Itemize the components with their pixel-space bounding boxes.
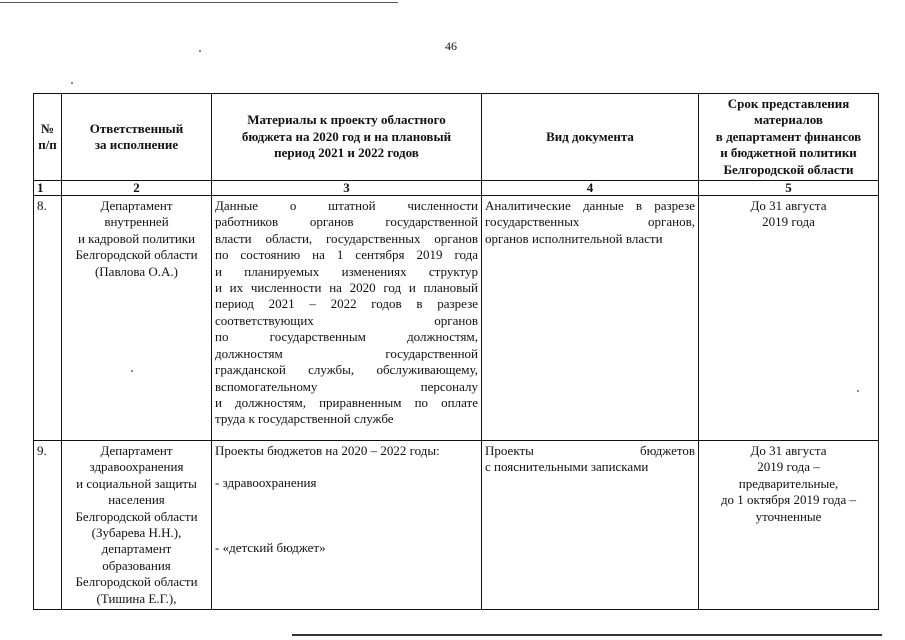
header-materials: Материалы к проекту областного бюджета на 2020 год и на плановый период 2021 и 2022 годов — [212, 94, 482, 181]
top-rule — [0, 2, 398, 3]
table-row — [34, 196, 879, 441]
spacer — [215, 524, 478, 540]
spacer — [215, 459, 478, 475]
table-row — [34, 441, 879, 610]
column-number: 5 — [699, 181, 879, 196]
scan-speck — [199, 50, 201, 52]
scan-speck — [131, 370, 133, 372]
header-number: № п/п — [34, 94, 62, 181]
header-deadline: Срок представления материалов в департамент финансов и бюджетной политики Белгородской области — [699, 94, 879, 181]
doc-type-cell: Проекты бюджетов с пояснительными записками — [482, 441, 699, 610]
bottom-rule — [292, 634, 882, 636]
scan-speck — [71, 82, 73, 84]
responsible-cell: Департамент здравоохранения и социальной защиты населения Белгородской области (Зубарева Н.Н.), департамент образования Белгородской области (Тишина Е.Г.), — [62, 441, 212, 610]
column-number: 3 — [212, 181, 482, 196]
spacer — [215, 492, 478, 508]
materials-cell: Данные о штатной численности работников органов государственной власти области, государственных органов по состоянию на 1 сентября 2019 года и планируемых изменениях структур и их численности на 2020 год и плановый период 2021 – 2022 годов в разрезе соответствующих органов по государственным должностям, должностям государственной гражданской службы, обслуживающему, вспомогательному персоналу и должностям, приравненным по оплате труда к государственной службе — [212, 196, 482, 441]
row-number: 9. — [34, 441, 62, 610]
column-number: 1 — [34, 181, 62, 196]
row-number: 8. — [34, 196, 62, 441]
table-header-row — [34, 94, 879, 181]
header-doc-type: Вид документа — [482, 94, 699, 181]
column-number: 4 — [482, 181, 699, 196]
materials-cell: Проекты бюджетов на 2020 – 2022 годы: - здравоохранения - «детский бюджет» — [212, 441, 482, 610]
column-numbers-row — [34, 181, 879, 196]
deadline-cell: До 31 августа 2019 года — [699, 196, 879, 441]
column-number: 2 — [62, 181, 212, 196]
budget-materials-table — [33, 93, 879, 610]
page-number: 46 — [445, 39, 457, 53]
scan-speck — [857, 390, 859, 392]
doc-type-cell: Аналитические данные в разрезе государственных органов, органов исполнительной власти — [482, 196, 699, 441]
deadline-cell: До 31 августа 2019 года – предварительные, до 1 октября 2019 года – уточненные — [699, 441, 879, 610]
spacer — [215, 508, 478, 524]
responsible-cell: Департамент внутренней и кадровой политики Белгородской области (Павлова О.А.) — [62, 196, 212, 441]
header-responsible: Ответственный за исполнение — [62, 94, 212, 181]
